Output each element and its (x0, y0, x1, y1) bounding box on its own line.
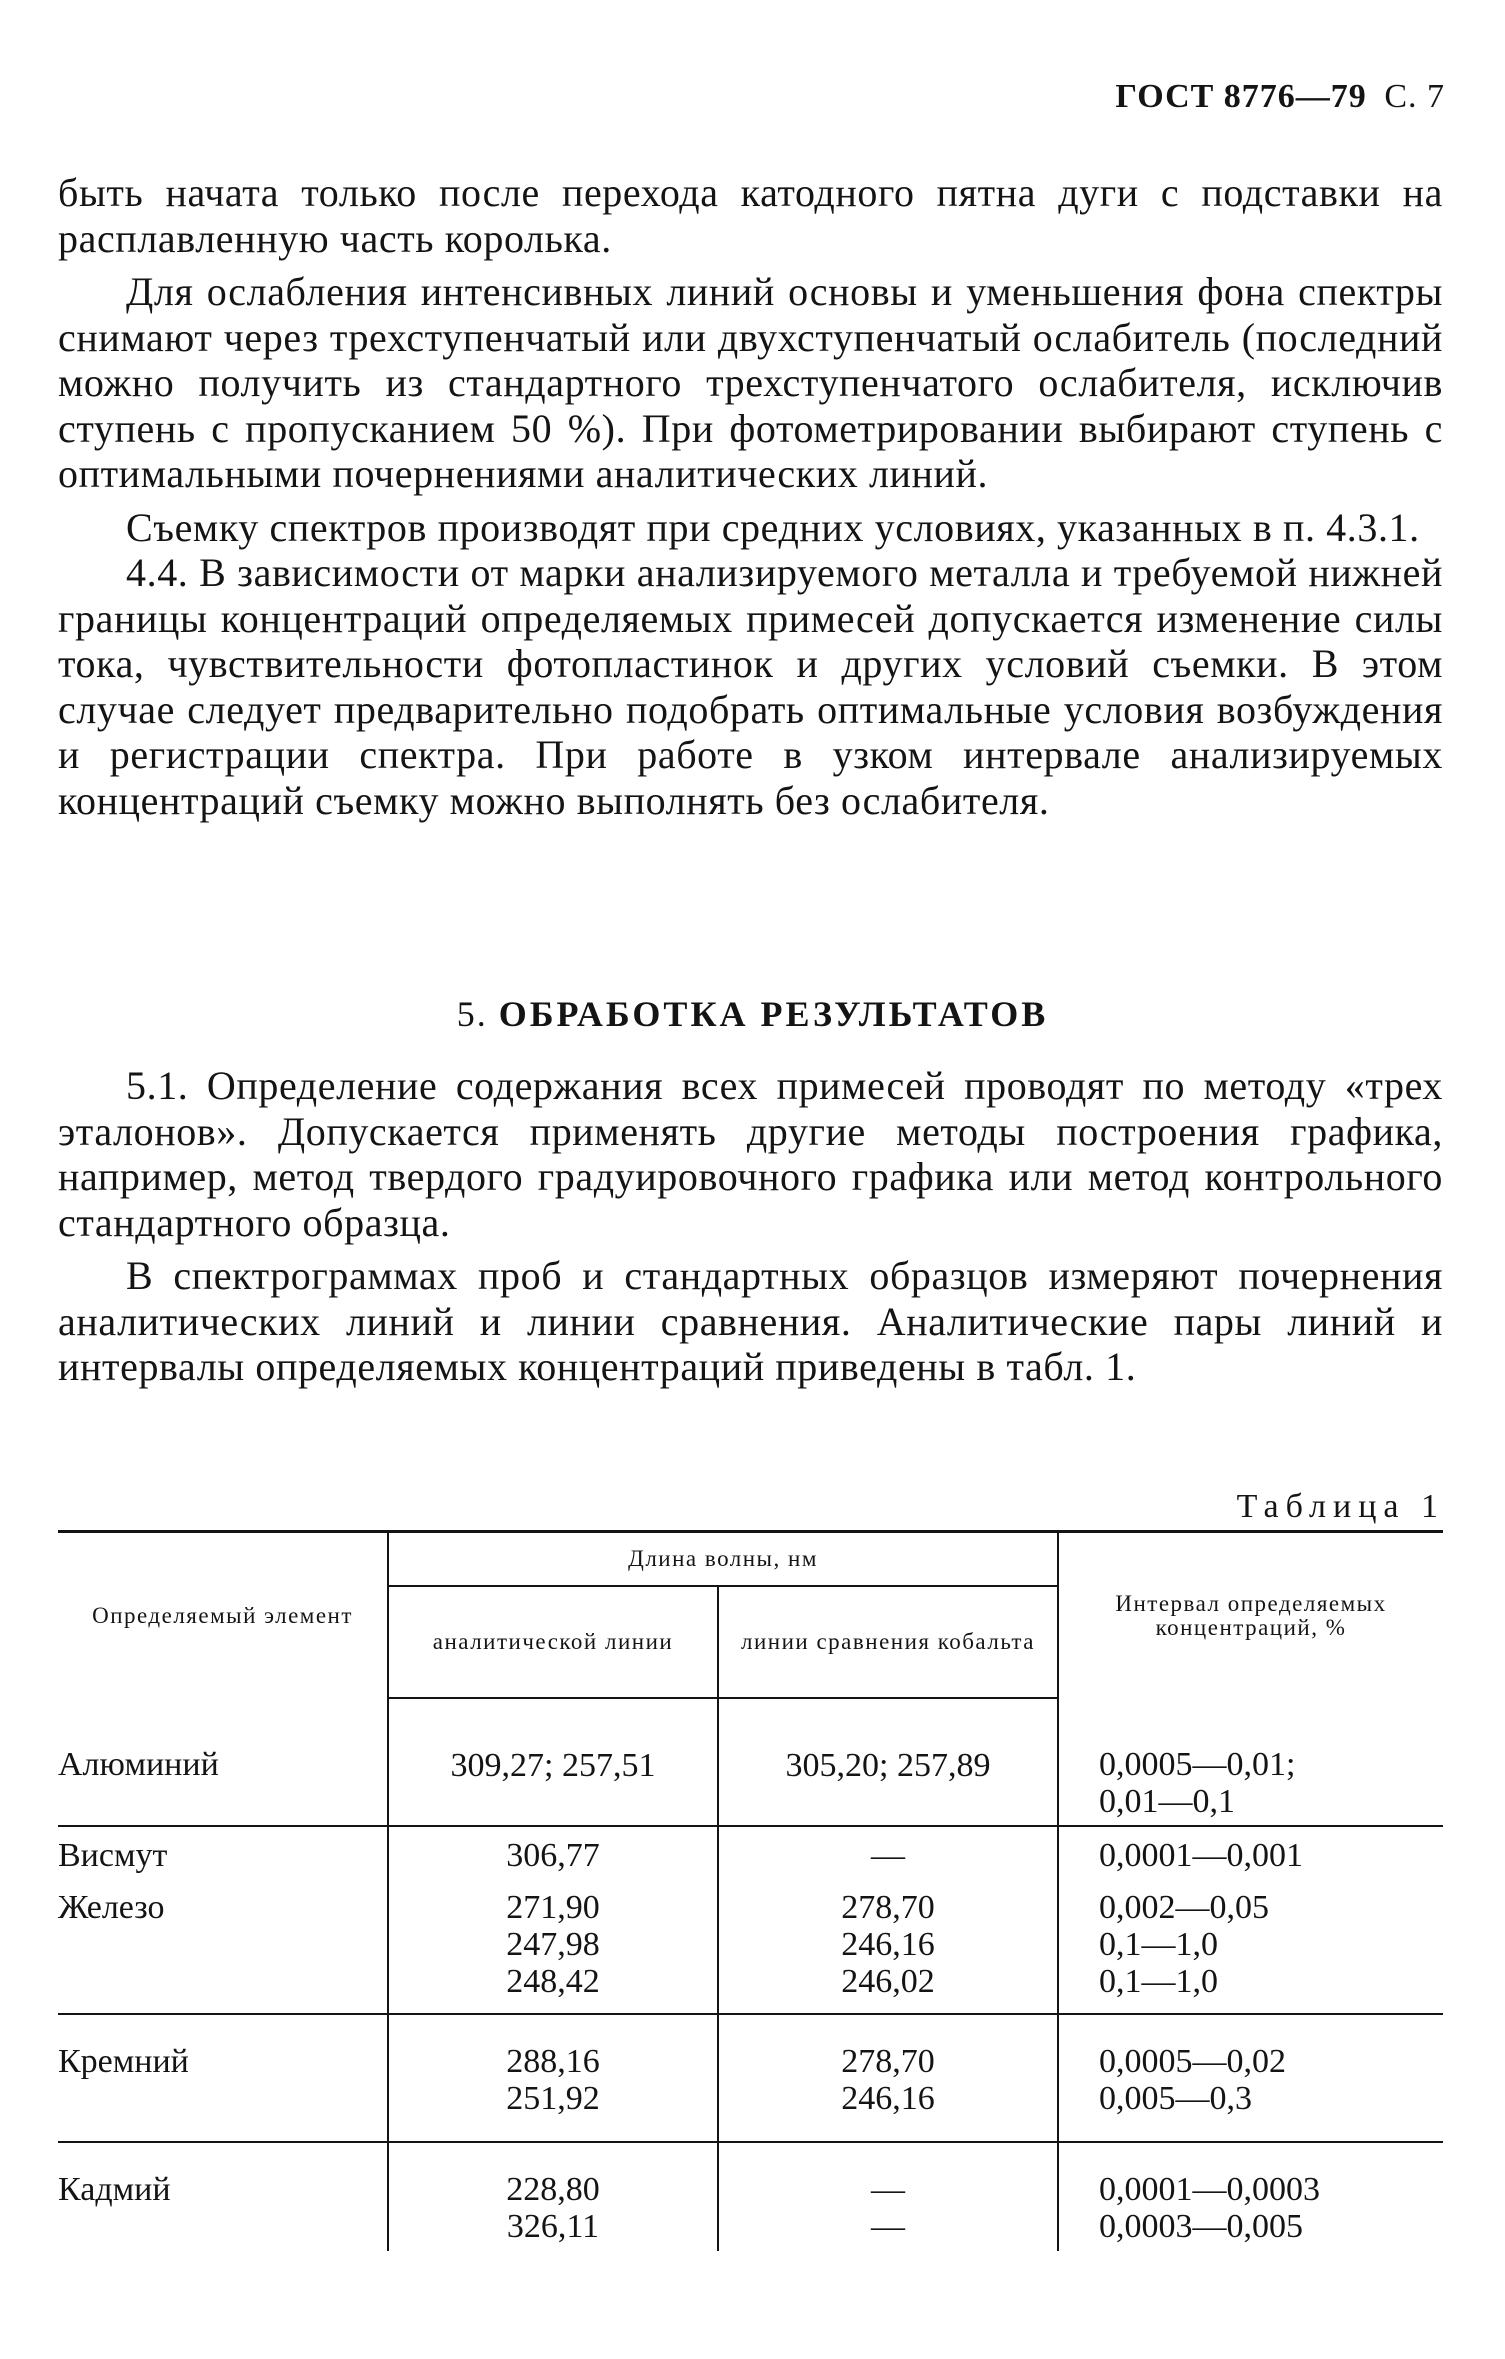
cell-element: Кремний (58, 2014, 388, 2142)
page-header (1115, 78, 1445, 116)
cell-line: 247,98 (506, 1926, 600, 1963)
cell-analytical (388, 1698, 718, 1826)
table-row (58, 1698, 1443, 1826)
section-heading (0, 993, 1505, 1035)
cell-comparison (718, 1826, 1058, 1875)
cell-line: 0,0005—0,01; (1099, 1746, 1296, 1783)
cell-comparison (718, 1875, 1058, 2014)
cell-interval (1058, 1698, 1443, 1826)
section-number: 5. (456, 994, 488, 1034)
body-text-bottom (58, 1063, 1443, 1390)
header-wavelength: Длина волны, нм (388, 1532, 1058, 1587)
header-element: Определяемый элемент (58, 1532, 388, 1699)
paragraph-conditions: Съемку спектров производят при средних условиях, указанных в п. 4.3.1. (126, 504, 1420, 550)
paragraph-attenuator: Для ослабления интенсивных линий основы и уменьшения фона спектры снимают через трехступенчатый или двухступенчатый ослабитель (последний можно получить из стандартного трехступенчатого ослабителя, исключив ступень с пропусканием 50 %). При фотометрировании выбирают ступень с оптимальными почернениями аналитических линий. (58, 269, 1443, 496)
header-interval: Интервал определяемых концентраций, % (1058, 1532, 1443, 1699)
standard-number: ГОСТ 8776—79 (1115, 78, 1367, 115)
cell-analytical (388, 1826, 718, 1875)
cell-line: 0,0001—0,001 (1099, 1837, 1303, 1874)
page-number: С. 7 (1384, 78, 1445, 115)
cell-analytical (388, 2014, 718, 2142)
cell-line: — (871, 1837, 905, 1874)
cell-comparison (718, 2142, 1058, 2251)
cell-line: 251,92 (506, 2080, 600, 2117)
cell-comparison (718, 1698, 1058, 1826)
cell-line: 305,20; 257,89 (785, 1747, 991, 1784)
cell-line: 246,16 (841, 2080, 935, 2117)
body-text-top (58, 170, 1443, 823)
cell-line: — (871, 2208, 905, 2245)
cell-interval (1058, 1875, 1443, 2014)
table-row (58, 1826, 1443, 1875)
table-row (58, 2014, 1443, 2142)
cell-line: 0,0005—0,02 (1099, 2043, 1286, 2080)
paragraph-5-1: 5.1. Определение содержания всех примесей проводят по методу «трех эталонов». Допускается применять другие методы построения графика, например, метод твердого градуировочного графика или метод контрольного стандартного образца. (58, 1063, 1443, 1245)
cell-element: Кадмий (58, 2171, 171, 2208)
header-analytical: аналитической линии (388, 1586, 718, 1698)
cell-line: — (871, 2171, 905, 2208)
cell-element: Алюминий (58, 1698, 388, 1826)
cell-line: 326,11 (506, 2208, 600, 2245)
cell-interval (1058, 1826, 1443, 1875)
cell-line: 309,27; 257,51 (450, 1747, 656, 1784)
table-row (58, 1875, 1443, 2014)
cell-line: 0,1—1,0 (1099, 1926, 1218, 1963)
table-row (58, 2142, 1443, 2251)
cell-line: 288,16 (506, 2043, 600, 2080)
header-comparison: линии сравнения кобальта (718, 1586, 1058, 1698)
table-caption: Таблица 1 (1236, 1488, 1445, 1525)
cell-line: 0,002—0,05 (1099, 1889, 1269, 1926)
cell-line: 278,70 (841, 2043, 935, 2080)
cell-line: 0,0001—0,0003 (1099, 2171, 1320, 2208)
cell-line: 278,70 (841, 1889, 935, 1926)
cell-element: Железо (58, 1875, 388, 2014)
cell-comparison (718, 2014, 1058, 2142)
cell-interval (1058, 2142, 1443, 2251)
paragraph-continuation: быть начата только после перехода катодного пятна дуги с подставки на расплавленную часть королька. (58, 170, 1443, 261)
section-title: ОБРАБОТКА РЕЗУЛЬТАТОВ (498, 994, 1049, 1034)
cell-line: 0,0003—0,005 (1099, 2208, 1303, 2245)
cell-line: 246,02 (841, 1963, 935, 2000)
paragraph-4-4: 4.4. В зависимости от марки анализируемого металла и требуемой нижней границы концентраций определяемых примесей допускается изменение силы тока, чувствительности фотопластинок и других условий съемки. В этом случае следует предварительно подобрать оптимальные условия возбуждения и регистрации спектра. При работе в узком интервале анализируемых концентраций съемку можно выполнять без ослабителя. (58, 550, 1443, 823)
cell-line: 306,77 (506, 1837, 600, 1874)
cell-analytical (388, 2142, 718, 2251)
cell-line: 248,42 (506, 1963, 600, 2000)
cell-line: 271,90 (506, 1889, 600, 1926)
cell-line: 0,005—0,3 (1099, 2080, 1252, 2117)
cell-line: 228,80 (506, 2171, 600, 2208)
wavelength-table (58, 1530, 1443, 2251)
cell-analytical (388, 1875, 718, 2014)
cell-line: 0,01—0,1 (1099, 1783, 1235, 1820)
paragraph-spectrograms: В спектрограммах проб и стандартных образцов измеряют почернения аналитических линий и линии сравнения. Аналитические пары линий и интервалы определяемых концентраций приведены в табл. 1. (58, 1253, 1443, 1389)
cell-line: 0,1—1,0 (1099, 1963, 1218, 2000)
cell-element: Висмут (58, 1837, 168, 1874)
cell-line: 246,16 (841, 1926, 935, 1963)
cell-interval (1058, 2014, 1443, 2142)
